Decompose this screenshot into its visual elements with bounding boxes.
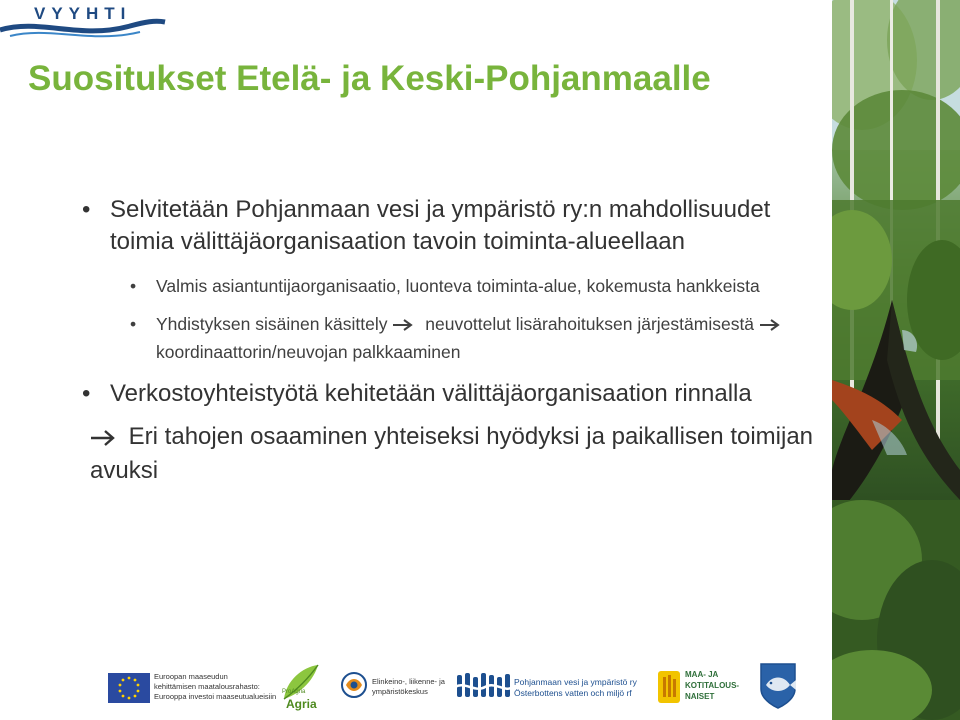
- conclusion-text: Eri tahojen osaaminen yhteiseksi hyödyksi ja paikallisen toimijan avuksi: [90, 423, 814, 484]
- mtk-text-line: NAISET: [685, 692, 715, 701]
- sub-bullet-2-part3: koordinaattorin/neuvojan palkkaaminen: [156, 342, 461, 362]
- mtk-text-line: KOTITALOUS-: [685, 681, 740, 690]
- pvy-text-line: Österbottens vatten och miljö rf: [514, 688, 632, 698]
- ely-emblem-icon: [340, 671, 368, 699]
- stream-photo: [832, 0, 960, 720]
- arrow-right-icon: [392, 318, 414, 332]
- sub-bullet-2-part2: neuvottelut lisärahoituksen järjestämisestä: [425, 314, 755, 334]
- pvy-logo: [455, 671, 513, 705]
- sub-bullet-1: [130, 272, 822, 300]
- mtk-text-line: MAA- JA: [685, 670, 719, 679]
- eu-text-line: Eurooppa investoi maaseutualueisiin: [154, 692, 277, 701]
- bullet-2: [82, 378, 822, 410]
- mtk-emblem-icon: [656, 669, 682, 705]
- fish-crest-icon: [758, 661, 798, 711]
- bullet-dot: •: [130, 314, 137, 334]
- proagria-text: Agria: [286, 697, 317, 711]
- bullet-dot: •: [82, 380, 91, 407]
- bullet-1: [82, 194, 822, 258]
- ely-text: [372, 677, 445, 697]
- pvy-text: [514, 677, 637, 699]
- pvy-wave-icon: [455, 671, 513, 701]
- slide-content: [82, 194, 822, 488]
- eu-text-line: Euroopan maaseudun: [154, 672, 228, 681]
- stream-photo-art: [832, 0, 960, 720]
- fish-crest-logo: [758, 661, 798, 715]
- logo-text: VYYHTI: [34, 4, 132, 23]
- mtk-logo: [656, 669, 682, 709]
- bullet-2-text: Verkostoyhteistyötä kehitetään välittäjäorganisaation rinnalla: [110, 380, 752, 407]
- proagria-prefix: ProAgria: [282, 689, 306, 695]
- ely-text-line: ympäristökeskus: [372, 687, 428, 696]
- arrow-right-icon: [759, 318, 781, 332]
- mtk-text: [685, 669, 739, 702]
- ely-logo: [340, 671, 368, 703]
- bullet-dot: •: [130, 276, 137, 296]
- eu-flag-logo: [108, 673, 150, 707]
- eu-text: [154, 672, 276, 702]
- partner-logos: [0, 655, 832, 720]
- page-title: Suositukset Etelä- ja Keski-Pohjanmaalle: [28, 59, 711, 98]
- vyyhti-logo: [0, 0, 170, 40]
- bullet-dot: •: [82, 196, 91, 223]
- sub-bullet-2-part1: Yhdistyksen sisäinen käsittely: [156, 314, 388, 334]
- pvy-text-line: Pohjanmaan vesi ja ympäristö ry: [514, 677, 637, 687]
- eu-flag-icon: [108, 673, 150, 703]
- sub-bullet-2: [130, 310, 822, 366]
- bullet-1-text: Selvitetään Pohjanmaan vesi ja ympäristö ry:n mahdollisuudet toimia välittäjäorganisaation tavoin toiminta-alueellaan: [110, 196, 771, 255]
- arrow-right-icon: [90, 429, 116, 447]
- ely-text-line: Elinkeino-, liikenne- ja: [372, 677, 445, 686]
- conclusion-line: [90, 420, 822, 488]
- eu-text-line: kehittämisen maatalousrahasto:: [154, 682, 260, 691]
- sub-bullet-1-text: Valmis asiantuntijaorganisaatio, luonteva toiminta-alue, kokemusta hankkeista: [156, 276, 760, 296]
